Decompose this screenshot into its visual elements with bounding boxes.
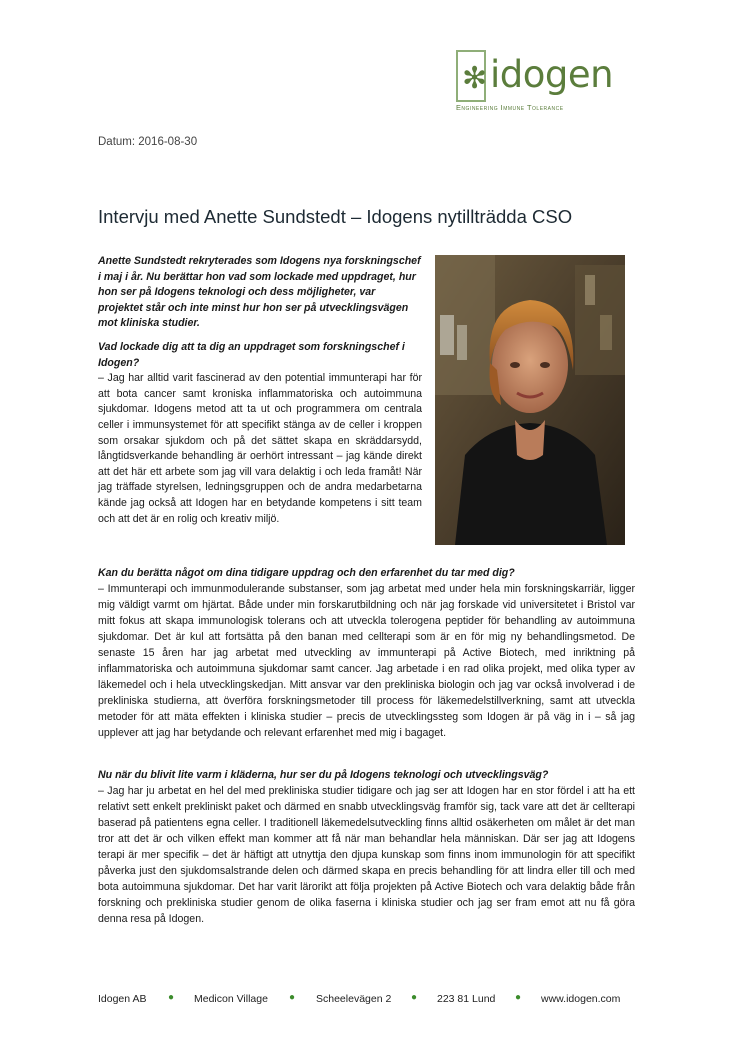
portrait-photo: [435, 255, 625, 545]
intro-column: [98, 254, 422, 527]
footer-company: Idogen AB: [98, 993, 147, 1005]
footer-bullet-icon: ●: [411, 992, 418, 1003]
answer-1: – Jag har alltid varit fascinerad av den potential immunterapi har för att bota cancer samt kroniska inflammatoriska och autoimmuna sjukdomar. Idogens metod att ta ut och programmera om centrala celler i immunsystemet för att specifikt stänga av de celler i kroppen som orsakar sjukdom och på det sättet skapa en skräddarsydd, långtidsverkande behandling är oerhört intressant – jag kände direkt att det här ett arbete som jag vill vara delaktig i och leda framåt! När jag träffade styrelsen, ledningsgruppen och de andra medarbetarna kände jag också att Idogen har en betydande kompetens i sitt team och att det är en rolig och kreativ miljö.: [98, 372, 422, 525]
question-3: Nu när du blivit lite varm i kläderna, hur ser du på Idogens teknologi och utvecklingsväg?: [98, 769, 549, 781]
document-date: Datum: 2016-08-30: [98, 136, 198, 148]
answer-2: – Immunterapi och immunmodulerande substanser, som jag arbetat med under hela min forskningskarriär, ligger mig väldigt varmt om hjärtat. Både under min forskarutbildning och när jag forskade vid universitetet i Bristol var mitt fokus att skapa immunologisk tolerans och att utveckla tolerogena peptider för behandling av autoimmuna sjukdomar. Det är kul att fortsätta på den banan med cellterapi som är en för mig ny behandlingsmetod. De senaste 15 åren har jag arbetat med utveckling av immunterapi på Active Biotech, med inriktning på inflammatoriska och autoimmuna sjukdomar samt cancer. Jag arbetade i en rad olika projekt, med olika typer av läkemedel och i hela utvecklingskedjan. Mitt ansvar var den prekliniska biologin och jag var också involverad i de prekliniska studierna, att överföra forskningsmetoder till process för läkemedelstillverkning, samt att utveckla metoder för att mäta effekten i kliniska studier – precis de utvecklingssteg som Idogen är på väg in i – så jag upplever att jag har betydande och relevant erfarenhet med mig i bagaget.: [98, 583, 635, 739]
logo-asterisk-icon: ✻: [462, 61, 488, 96]
idogen-logo: [456, 50, 638, 114]
footer-street: Scheelevägen 2: [316, 993, 392, 1005]
answer-3: – Jag har ju arbetat en hel del med prekliniska studier tidigare och jag ser att Idogen har en stor fördel i att ha ett relativt sett enkelt prekliniskt paket och därmed en snabb utvecklingsväg framför sig, tack vare att det är cellterapi baserad på patientens egna celler. I traditionell läkemedelsutveckling finns alltid osäkerheten om målet är det man tror att det är och vilken effekt man kommer att få när man behandlar hela människan. Där ser jag att Idogens terapi är mer specifik – det är häftigt att utnyttja den djupa kunskap som finns inom immunologin för att specifikt påverka just den sjukdomsalstrande delen och därmed skapa en precis behandling för att lindra eller till och med bota autoimmuna sjukdomar. Det har varit lärorikt att följa projekten på Active Biotech och vara delaktig både från forskning och prekliniska studier genom de olika faserna i kliniska studier och jag ser fram emot att nu få göra denna resa på Idogen.: [98, 785, 635, 925]
footer-bullet-icon: ●: [515, 992, 522, 1003]
logo-wordmark: idogen: [490, 53, 614, 96]
footer-bullet-icon: ●: [289, 992, 296, 1003]
section-3: [98, 767, 635, 927]
page-title: Intervju med Anette Sundstedt – Idogens nytillträdda CSO: [98, 206, 573, 227]
footer-place: Medicon Village: [194, 993, 268, 1005]
footer-postal: 223 81 Lund: [437, 993, 496, 1005]
footer-bullet-icon: ●: [168, 992, 175, 1003]
question-1: Vad lockade dig att ta dig an uppdraget som forskningschef i Idogen?: [98, 340, 405, 369]
question-2: Kan du berätta något om dina tidigare uppdrag och den erfarenhet du tar med dig?: [98, 567, 515, 579]
footer-website-link[interactable]: www.idogen.com: [541, 993, 621, 1005]
logo-tagline: Engineering Immune Tolerance: [456, 103, 564, 112]
section-2: [98, 565, 635, 741]
lead-paragraph: Anette Sundstedt rekryterades som Idogens nya forskningschef i maj i år. Nu berättar hon vad som lockade med uppdraget, hur hon ser på Idogens teknologi och dess möjligheter, var projektet står och inte minst hur hon ser på utvecklingsvägen mot kliniska studier.: [98, 255, 421, 330]
